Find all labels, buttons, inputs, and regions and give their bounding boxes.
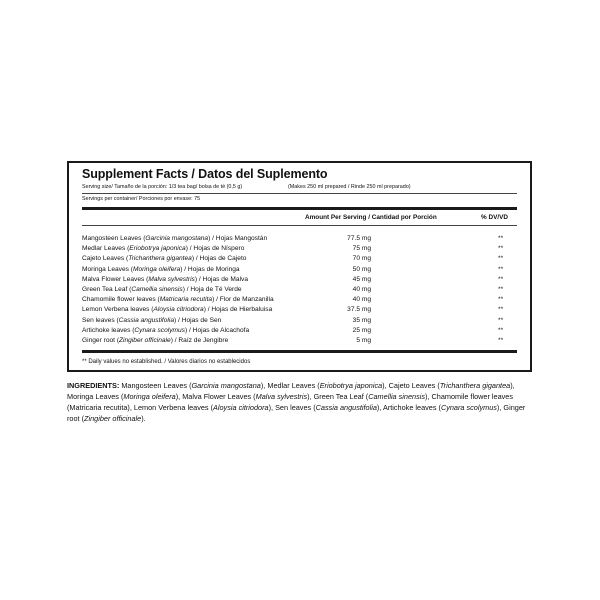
ingredient-text: Malva Flower Leaves ( xyxy=(82,275,149,283)
ingredient-text: Medlar Leaves ( xyxy=(82,245,130,253)
amount-per-serving: 5 mg xyxy=(356,337,371,344)
ingredient-text: ), Malva Flower Leaves ( xyxy=(175,392,256,401)
ingredient-text: ), Medlar Leaves ( xyxy=(260,381,320,390)
ingredient-text: Moringa Leaves ( xyxy=(82,265,133,273)
thick-divider xyxy=(82,207,517,210)
daily-value: ** xyxy=(498,235,504,242)
ingredient-text: ), Moringa Leaves ( xyxy=(67,381,515,401)
amount-per-serving: 50 mg xyxy=(352,265,371,273)
ingredient-text: ) / Flor de Manzanilla xyxy=(212,296,274,304)
ingredient-name xyxy=(82,306,272,313)
latin-name: Trichanthera gigantea xyxy=(439,381,511,390)
ingredient-text: Cajeto Leaves ( xyxy=(82,255,129,263)
daily-value: ** xyxy=(498,275,504,283)
ingredient-text: ), Green Tea Leaf ( xyxy=(307,392,369,401)
makes-text: (Makes 250 ml prepared / Rinde 250 ml preparado) xyxy=(288,184,411,190)
latin-name: Eriobotrya japonica xyxy=(129,245,186,253)
ingredient-text: ) / Hojas de Níspero xyxy=(185,245,245,253)
latin-name: Trichanthera gigantea xyxy=(128,255,192,263)
ingredient-name xyxy=(82,266,240,273)
ingredient-name xyxy=(82,235,267,242)
latin-name: Zingiber officinale xyxy=(84,414,142,423)
dv-header: % DV/VD xyxy=(481,214,508,221)
table-row xyxy=(82,255,517,264)
ingredient-text: Lemon Verbena leaves ( xyxy=(82,306,154,314)
ingredient-name xyxy=(82,286,242,293)
ingredient-text: Mangosteen Leaves ( xyxy=(82,235,146,242)
ingredient-name xyxy=(82,255,246,262)
table-row xyxy=(82,306,517,315)
latin-name: Moringa oleifera xyxy=(132,265,181,273)
latin-name: Aloysia citriodora xyxy=(153,306,204,314)
footnote: ** Daily values no established. / Valores diarios no establecidos xyxy=(82,359,251,365)
ingredient-text: ) / Hojas de Cajeto xyxy=(191,255,247,263)
amount-per-serving: 37.5 mg xyxy=(347,306,371,314)
ingredient-text: Ginger root ( xyxy=(82,337,120,344)
amount-per-serving: 70 mg xyxy=(352,255,371,263)
ingredient-name xyxy=(82,245,244,252)
latin-name: Eriobotrya japonica xyxy=(319,381,383,390)
ingredient-name xyxy=(82,327,249,334)
ingredient-text: ), Ginger root ( xyxy=(67,403,526,423)
ingredient-text: Sen leaves ( xyxy=(82,316,119,324)
table-row xyxy=(82,327,517,336)
ingredient-text: ). xyxy=(141,414,146,423)
ingredients-paragraph xyxy=(67,380,535,424)
ingredient-text: Artichoke leaves ( xyxy=(82,326,135,334)
serving-size-text: Serving size/ Tamaño de la porción: 1/3 tea bag/ bolsa de té (0,5 g) xyxy=(82,184,243,190)
latin-name: Malva sylvestris xyxy=(255,392,308,401)
latin-name: Camellia sinensis xyxy=(368,392,426,401)
ingredient-name xyxy=(82,276,248,283)
daily-value: ** xyxy=(498,265,504,273)
latin-name: Garcinia mangostana xyxy=(191,381,261,390)
latin-name: Zingiber officinale xyxy=(119,337,171,344)
ingredients-text xyxy=(67,381,525,423)
amount-per-serving: 77.5 mg xyxy=(347,235,371,242)
ingredient-text: ), Artichoke leaves ( xyxy=(376,403,441,412)
ingredient-text: ) / Raíz de Jengibre xyxy=(170,337,229,344)
daily-value: ** xyxy=(498,337,504,344)
latin-name: Malva sylvestris xyxy=(148,275,195,283)
table-row xyxy=(82,276,517,285)
latin-name: Aloysia citriodora xyxy=(213,403,269,412)
amount-per-serving: 40 mg xyxy=(352,296,371,304)
daily-value: ** xyxy=(498,296,504,304)
amount-per-serving: 35 mg xyxy=(352,316,371,324)
daily-value: ** xyxy=(498,326,504,334)
latin-name: Moringa oleifera xyxy=(123,392,176,401)
ingredient-text: ) / Hojas de Malva xyxy=(194,275,248,283)
amount-per-serving-header: Amount Per Serving / Cantidad por Porción xyxy=(305,214,437,221)
table-row xyxy=(82,286,517,295)
daily-value: ** xyxy=(498,286,504,293)
divider xyxy=(82,193,517,194)
ingredient-text: Green Tea Leaf ( xyxy=(82,286,132,293)
latin-name: Cassia angustifolia xyxy=(118,316,175,324)
servings-per-container: Servings per container/ Porciones por envase: 75 xyxy=(82,196,201,202)
table-row xyxy=(82,245,517,254)
ingredient-name xyxy=(82,337,228,344)
amount-per-serving: 75 mg xyxy=(352,245,371,253)
amount-per-serving: 25 mg xyxy=(352,326,371,334)
serving-size xyxy=(82,184,411,190)
thick-divider xyxy=(82,350,517,353)
daily-value: ** xyxy=(498,306,504,314)
ingredient-text: Mangosteen Leaves ( xyxy=(119,381,192,390)
ingredients-label: INGREDIENTS: xyxy=(67,381,120,390)
latin-name: Camellia sinensis xyxy=(131,286,183,293)
latin-name: Cynara scolymus xyxy=(134,326,185,334)
panel-title: Supplement Facts / Datos del Suplemento xyxy=(82,167,328,181)
ingredient-text: ) / Hojas Mangostán xyxy=(208,235,268,242)
ingredient-text: ) / Hojas de Hierbaluisa xyxy=(203,306,273,314)
ingredient-text: ) / Hojas de Moringa xyxy=(180,265,240,273)
daily-value: ** xyxy=(498,255,504,263)
table-row xyxy=(82,337,517,346)
ingredient-text: ), Cajeto Leaves ( xyxy=(382,381,440,390)
daily-value: ** xyxy=(498,316,504,324)
latin-name: Cynara scolymus xyxy=(440,403,497,412)
table-row xyxy=(82,266,517,275)
ingredient-text: Chamomile flower leaves ( xyxy=(82,296,160,304)
supplement-facts-panel xyxy=(67,161,532,372)
table-row xyxy=(82,317,517,326)
daily-value: ** xyxy=(498,245,504,253)
ingredient-text: ) / Hojas de Alcachofa xyxy=(184,326,250,334)
latin-name: Matricaria recutita xyxy=(159,296,213,304)
amount-per-serving: 40 mg xyxy=(352,286,371,293)
table-row xyxy=(82,235,517,244)
latin-name: Cassia angustifolia xyxy=(315,403,377,412)
ingredient-name xyxy=(82,317,221,324)
latin-name: Garcinia mangostana xyxy=(145,235,209,242)
ingredient-text: ), Sen leaves ( xyxy=(268,403,316,412)
ingredient-name xyxy=(82,296,274,303)
ingredient-text: ) / Hoja de Té Verde xyxy=(182,286,242,293)
ingredient-text: ) / Hojas de Sen xyxy=(174,316,222,324)
divider xyxy=(82,225,517,226)
ingredient-text: ), Chamomile flower leaves (Matricaria recutita), Lemon Verbena leaves ( xyxy=(67,392,514,412)
table-row xyxy=(82,296,517,305)
amount-per-serving: 45 mg xyxy=(352,275,371,283)
